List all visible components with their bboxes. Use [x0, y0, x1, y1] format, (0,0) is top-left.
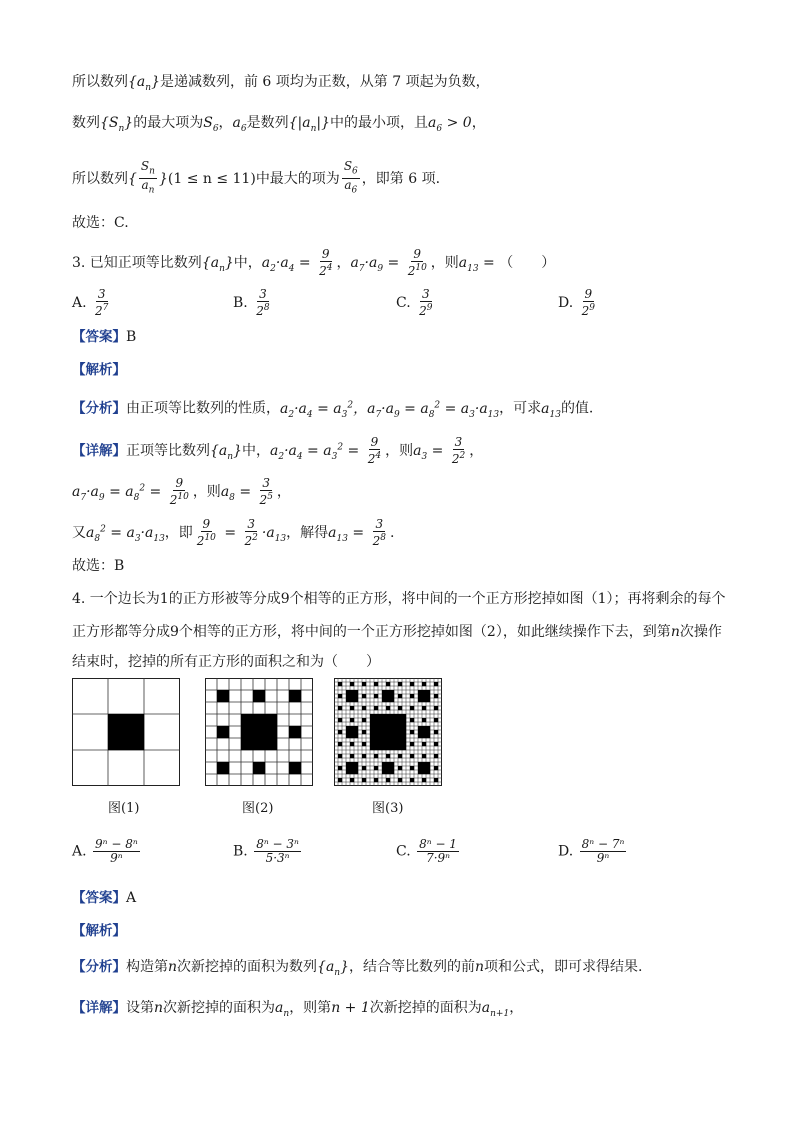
removed-square: [390, 770, 394, 774]
removed-square: [386, 698, 390, 702]
removed-square: [398, 694, 402, 698]
removed-square: [378, 726, 382, 730]
text-line-1: 所以数列$\{a_n\}$是递减数列，前 6 项均为正数，从第 7 项起为负数，: [72, 74, 490, 93]
removed-square: [217, 726, 229, 738]
removed-square: [350, 778, 354, 782]
question-4-line-3: 结束时，挖掉的所有正方形的面积之和为（ ）: [72, 654, 380, 670]
removed-square: [390, 718, 394, 722]
removed-square: [354, 770, 358, 774]
figure-3-caption: 图(3): [372, 801, 404, 816]
removed-square: [394, 722, 398, 726]
text: 中的最小项，且: [330, 115, 429, 131]
removed-square: [362, 694, 366, 698]
removed-square: [370, 734, 374, 738]
removed-square: [289, 762, 301, 774]
fenxi-3: 【分析】由正项等比数列的性质，$a_2\cdot a_4 = a_3^2$，$a_7\cdot a_9 = a_8^2 = a_3\cdot a_{13}$，可求$a_{13}$的值.: [72, 400, 594, 420]
removed-square: [434, 742, 438, 746]
removed-square: [382, 766, 386, 770]
removed-square: [346, 734, 350, 738]
removed-square: [386, 770, 390, 774]
removed-square: [374, 746, 378, 750]
removed-square: [398, 718, 402, 722]
removed-square: [370, 726, 374, 730]
removed-square: [398, 742, 402, 746]
removed-square: [374, 718, 378, 722]
removed-square: [378, 742, 382, 746]
removed-square: [426, 762, 430, 766]
removed-square: [394, 742, 398, 746]
removed-square: [434, 718, 438, 722]
removed-square: [382, 722, 386, 726]
removed-square: [374, 738, 378, 742]
removed-square: [382, 746, 386, 750]
text: 数列: [72, 115, 100, 131]
removed-square: [362, 778, 366, 782]
figure-1-caption: 图(1): [108, 801, 140, 816]
removed-square: [390, 766, 394, 770]
removed-square: [354, 690, 358, 694]
removed-square: [390, 694, 394, 698]
removed-square: [374, 722, 378, 726]
text-line-4: 故选：C.: [72, 215, 129, 231]
removed-square: [386, 706, 390, 710]
removed-square: [378, 734, 382, 738]
removed-square: [386, 742, 390, 746]
removed-square: [434, 682, 438, 686]
removed-square: [390, 746, 394, 750]
removed-square: [382, 694, 386, 698]
removed-square: [217, 762, 229, 774]
removed-square: [434, 706, 438, 710]
removed-square: [350, 762, 354, 766]
removed-square: [374, 742, 378, 746]
text: ，即第 6 项.: [361, 170, 441, 187]
removed-square: [382, 770, 386, 774]
removed-square: [434, 730, 438, 734]
text-line-2: 数列$\{S_n\}$的最大项为$S_6$，$a_6$是数列$\{|a_n|\}$中的最小项，且$a_6 > 0$，: [72, 115, 486, 134]
removed-square: [241, 714, 253, 726]
removed-square: [394, 714, 398, 718]
removed-square: [422, 754, 426, 758]
removed-square: [398, 738, 402, 742]
removed-square: [390, 762, 394, 766]
removed-square: [418, 726, 422, 730]
option-a: A. $\frac{3}{2^7}$: [72, 287, 109, 318]
removed-square: [386, 734, 390, 738]
removed-square: [217, 690, 229, 702]
removed-square: [386, 754, 390, 758]
removed-square: [390, 714, 394, 718]
removed-square: [354, 694, 358, 698]
removed-square: [410, 682, 414, 686]
removed-square: [382, 726, 386, 730]
removed-square: [350, 698, 354, 702]
removed-square: [350, 682, 354, 686]
text: 中最大的项为: [255, 170, 340, 187]
removed-square: [426, 726, 430, 730]
removed-square: [253, 738, 265, 750]
removed-square: [374, 714, 378, 718]
removed-square: [354, 762, 358, 766]
removed-square: [394, 730, 398, 734]
removed-square: [410, 766, 414, 770]
removed-square: [402, 746, 406, 750]
removed-square: [426, 694, 430, 698]
removed-square: [434, 766, 438, 770]
removed-square: [378, 722, 382, 726]
text: 是数列: [246, 115, 289, 131]
option-b: B. $\frac{\text{8ⁿ − 3ⁿ}}{\text{5·3ⁿ}}$: [233, 837, 299, 865]
removed-square: [398, 754, 402, 758]
removed-square: [241, 726, 253, 738]
removed-square: [374, 726, 378, 730]
option-c: C. $\frac{\text{8ⁿ − 1}}{\text{7·9ⁿ}}$: [396, 837, 457, 865]
removed-square: [338, 778, 342, 782]
removed-square: [346, 730, 350, 734]
removed-square: [386, 682, 390, 686]
removed-square: [398, 722, 402, 726]
removed-square: [402, 730, 406, 734]
text: 3. 已知正项等比数列: [72, 255, 202, 271]
question-4-line-1: 4. 一个边长为1的正方形被等分成9个相等的正方形，将中间的一个正方形挖掉如图（1）；再将剩余的每个: [72, 591, 726, 607]
removed-square: [253, 726, 265, 738]
removed-square: [382, 690, 386, 694]
removed-square: [374, 694, 378, 698]
removed-square: [402, 734, 406, 738]
removed-square: [338, 718, 342, 722]
removed-square: [398, 714, 402, 718]
removed-square: [253, 762, 265, 774]
answer-3: 【答案】B: [72, 329, 137, 345]
removed-square: [350, 742, 354, 746]
removed-square: [382, 714, 386, 718]
option-d: D. $\frac{\text{8ⁿ − 7ⁿ}}{\text{9ⁿ}}$: [558, 837, 625, 865]
removed-square: [386, 762, 390, 766]
removed-square: [434, 754, 438, 758]
text: ，: [218, 115, 233, 131]
removed-square: [350, 730, 354, 734]
text: 所以数列: [72, 170, 128, 187]
removed-square: [402, 742, 406, 746]
removed-square: [350, 718, 354, 722]
removed-square: [354, 766, 358, 770]
removed-square: [418, 730, 422, 734]
removed-square: [382, 738, 386, 742]
removed-square: [422, 730, 426, 734]
removed-square: [418, 770, 422, 774]
text-line-11: 又$a_8^2 = a_3\cdot a_{13}$，即 $\frac{9}{2^{10}}$ = $\frac{3}{2^2}$ $\cdot a_{13}$，解得$a_{13}$ = $\frac{3}{2^8}$ .: [72, 517, 395, 548]
removed-square: [374, 682, 378, 686]
removed-square: [422, 726, 426, 730]
removed-square: [410, 706, 414, 710]
removed-square: [386, 714, 390, 718]
removed-square: [386, 694, 390, 698]
removed-square: [265, 738, 277, 750]
removed-square: [402, 738, 406, 742]
text: (1 ≤ n ≤ 11): [167, 170, 256, 187]
removed-square: [346, 770, 350, 774]
removed-square: [426, 698, 430, 702]
removed-square: [398, 730, 402, 734]
removed-square: [338, 766, 342, 770]
removed-square: [346, 698, 350, 702]
text-line-10: $a_7\cdot a_9 = a_8^2$ = $\frac{9}{2^{10}}$ ，则$a_8$ = $\frac{3}{2^5}$ ，: [72, 476, 291, 507]
removed-square: [386, 738, 390, 742]
jiexi-3: 【解析】: [72, 362, 126, 378]
removed-square: [422, 718, 426, 722]
jiexi-4: 【解析】: [72, 923, 126, 939]
removed-square: [390, 742, 394, 746]
removed-square: [265, 726, 277, 738]
removed-square: [289, 690, 301, 702]
removed-square: [374, 778, 378, 782]
removed-square: [382, 718, 386, 722]
removed-square: [394, 734, 398, 738]
removed-square: [386, 730, 390, 734]
figure-2: [205, 678, 313, 786]
removed-square: [398, 726, 402, 730]
removed-square: [390, 722, 394, 726]
removed-square: [418, 694, 422, 698]
removed-square: [382, 698, 386, 702]
removed-square: [426, 766, 430, 770]
removed-square: [418, 698, 422, 702]
removed-square: [374, 730, 378, 734]
option-d: D. $\frac{9}{2^9}$: [558, 287, 596, 318]
removed-square: [402, 726, 406, 730]
removed-square: [374, 734, 378, 738]
removed-square: [390, 726, 394, 730]
removed-square: [378, 746, 382, 750]
removed-square: [362, 766, 366, 770]
removed-square: [386, 718, 390, 722]
removed-square: [422, 766, 426, 770]
text: 所以数列: [72, 74, 128, 90]
option-b: B. $\frac{3}{2^8}$: [233, 287, 270, 318]
removed-square: [354, 726, 358, 730]
removed-square: [350, 726, 354, 730]
removed-square: [362, 706, 366, 710]
removed-square: [370, 742, 374, 746]
removed-square: [434, 694, 438, 698]
removed-square: [374, 754, 378, 758]
removed-square: [346, 690, 350, 694]
removed-square: [378, 718, 382, 722]
removed-square: [386, 722, 390, 726]
removed-square: [410, 778, 414, 782]
removed-square: [386, 778, 390, 782]
removed-square: [354, 734, 358, 738]
removed-square: [354, 698, 358, 702]
removed-square: [422, 682, 426, 686]
removed-square: [418, 734, 422, 738]
removed-square: [338, 730, 342, 734]
text: 中，: [233, 255, 262, 271]
removed-square: [426, 690, 430, 694]
removed-square: [398, 746, 402, 750]
removed-square: [426, 730, 430, 734]
text: 的最大项为: [133, 115, 204, 131]
removed-square: [410, 730, 414, 734]
removed-square: [362, 742, 366, 746]
removed-square: [374, 766, 378, 770]
removed-square: [370, 738, 374, 742]
removed-square: [390, 698, 394, 702]
xiangjie-4: 【详解】设第n次新挖掉的面积为$a_n$，则第n + 1次新挖掉的面积为$a_{n+1}$，: [72, 1000, 524, 1019]
removed-square: [108, 714, 144, 750]
removed-square: [418, 762, 422, 766]
removed-square: [338, 742, 342, 746]
removed-square: [346, 766, 350, 770]
removed-square: [402, 714, 406, 718]
removed-square: [394, 726, 398, 730]
removed-square: [241, 738, 253, 750]
removed-square: [390, 734, 394, 738]
removed-square: [382, 734, 386, 738]
removed-square: [426, 734, 430, 738]
removed-square: [422, 742, 426, 746]
removed-square: [289, 726, 301, 738]
removed-square: [398, 706, 402, 710]
removed-square: [350, 694, 354, 698]
removed-square: [422, 706, 426, 710]
removed-square: [338, 754, 342, 758]
option-a: A. $\frac{\text{9ⁿ − 8ⁿ}}{\text{9ⁿ}}$: [72, 837, 138, 865]
removed-square: [386, 726, 390, 730]
removed-square: [434, 778, 438, 782]
removed-square: [422, 778, 426, 782]
xiangjie-3: 【详解】正项等比数列$\{a_n\}$中，$a_2\cdot a_4 = a_3^2$ = $\frac{9}{2^4}$ ，则$a_3$ = $\frac{3}{2^2}$ ，: [72, 435, 484, 466]
removed-square: [362, 730, 366, 734]
removed-square: [390, 730, 394, 734]
removed-square: [350, 770, 354, 774]
removed-square: [394, 746, 398, 750]
removed-square: [350, 766, 354, 770]
removed-square: [402, 722, 406, 726]
removed-square: [378, 714, 382, 718]
removed-square: [422, 762, 426, 766]
question-4-line-2: 正方形都等分成9个相等的正方形，将中间的一个正方形挖掉如图（2），如此继续操作下去，到第n次操作: [72, 624, 722, 640]
removed-square: [374, 706, 378, 710]
figure-3: [334, 678, 442, 786]
removed-square: [253, 690, 265, 702]
answer-4: 【答案】A: [72, 890, 137, 906]
removed-square: [410, 694, 414, 698]
removed-square: [346, 762, 350, 766]
removed-square: [386, 766, 390, 770]
removed-square: [398, 778, 402, 782]
removed-square: [410, 718, 414, 722]
removed-square: [426, 770, 430, 774]
removed-square: [338, 682, 342, 686]
removed-square: [394, 718, 398, 722]
removed-square: [350, 690, 354, 694]
removed-square: [253, 714, 265, 726]
removed-square: [370, 722, 374, 726]
removed-square: [265, 714, 277, 726]
removed-square: [398, 734, 402, 738]
removed-square: [386, 690, 390, 694]
removed-square: [346, 694, 350, 698]
removed-square: [370, 746, 374, 750]
removed-square: [370, 718, 374, 722]
removed-square: [338, 706, 342, 710]
removed-square: [362, 754, 366, 758]
removed-square: [422, 690, 426, 694]
figure-1: [72, 678, 180, 786]
text: 是递减数列，前 6 项均为正数，从第 7 项起为负数，: [159, 74, 490, 90]
fenxi-4: 【分析】构造第n次新挖掉的面积为数列$\{a_n\}$，结合等比数列的前n项和公式，即可求得结果.: [72, 959, 643, 978]
removed-square: [354, 730, 358, 734]
removed-square: [402, 718, 406, 722]
removed-square: [338, 694, 342, 698]
removed-square: [422, 734, 426, 738]
removed-square: [410, 754, 414, 758]
removed-square: [362, 682, 366, 686]
removed-square: [370, 730, 374, 734]
figure-2-caption: 图(2): [242, 801, 274, 816]
removed-square: [410, 742, 414, 746]
removed-square: [390, 738, 394, 742]
removed-square: [418, 766, 422, 770]
removed-square: [422, 694, 426, 698]
option-c: C. $\frac{3}{2^9}$: [396, 287, 433, 318]
removed-square: [362, 718, 366, 722]
removed-square: [350, 754, 354, 758]
text: ，则: [430, 255, 459, 271]
text: ，: [471, 115, 486, 131]
removed-square: [418, 690, 422, 694]
text-line-3: 所以数列{ $\frac{S_n}{a_n}$ }(1 ≤ n ≤ 11)中最大的项为 $\frac{S_6}{a_6}$ ，即第 6 项.: [72, 159, 441, 196]
question-3-stem: 3. 已知正项等比数列$\{a_n\}$中，$a_2\cdot a_4$ = $\frac{9}{2^4}$ ，$a_7\cdot a_9$ = $\frac{9}{2^{10}}$ ，则$a_{13}$ = （ ）: [72, 247, 556, 278]
removed-square: [378, 738, 382, 742]
removed-square: [382, 730, 386, 734]
removed-square: [350, 706, 354, 710]
removed-square: [382, 742, 386, 746]
removed-square: [386, 746, 390, 750]
removed-square: [346, 726, 350, 730]
removed-square: [370, 714, 374, 718]
removed-square: [382, 762, 386, 766]
removed-square: [394, 738, 398, 742]
removed-square: [422, 770, 426, 774]
text-line-12: 故选：B: [72, 558, 125, 574]
removed-square: [398, 682, 402, 686]
removed-square: [390, 690, 394, 694]
removed-square: [378, 730, 382, 734]
removed-square: [398, 766, 402, 770]
removed-square: [350, 734, 354, 738]
text: （ ）: [499, 255, 556, 271]
removed-square: [422, 698, 426, 702]
